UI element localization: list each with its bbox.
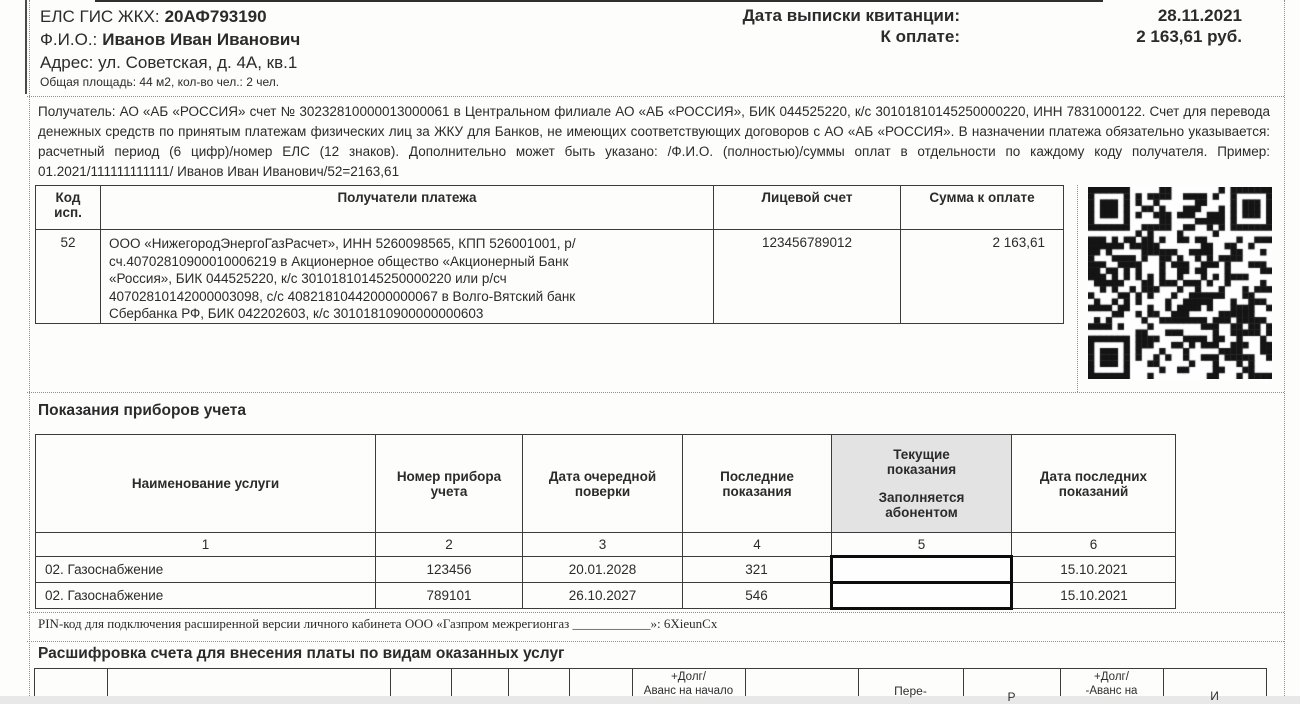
els-label: ЕЛС ГИС ЖКХ: [40,7,160,26]
col-header-amount: Сумма к оплате [901,186,1064,230]
els-value: 20АФ793190 [164,7,267,26]
breakdown-grid-line [569,668,570,696]
breakdown-grid-line [508,668,509,696]
breakdown-col-debt-start-2: Аванс на начало [643,685,734,697]
qr-code [1088,187,1272,379]
amount-due-value: 2 163,61 руб. [1136,27,1242,46]
current-reading-input[interactable] [832,583,1012,609]
meter-last-reading: 321 [683,557,832,583]
separator-3 [27,612,1284,613]
issue-date-label: Дата выписки квитанции: [742,6,960,25]
col-header-account: Лицевой счет [714,186,901,230]
meters-section-title: Показания приборов учета [38,402,246,419]
recipient-account: 123456789012 [714,230,901,324]
fio-label: Ф.И.О.: [40,30,98,49]
meters-table [35,434,1176,610]
left-perforation-line [29,0,30,696]
breakdown-col-r-fragment: Р [1007,690,1016,704]
col-header-service: Наименование услуги [36,435,376,533]
breakdown-col-debt-end-2: -Аванс на [1085,685,1138,697]
breakdown-col-recalc: Пере- [894,684,927,698]
col-header-check-date: Дата очередной поверки [523,435,683,533]
col-header-recipients: Получатели платежа [101,186,714,230]
meter-number: 123456 [376,557,523,583]
meter-check-date: 20.01.2028 [523,557,683,583]
fio-value: Иванов Иван Иванович [102,30,301,49]
breakdown-grid-line [1266,668,1267,696]
breakdown-col-i-fragment: И [1210,689,1219,703]
col-num: 6 [1012,533,1176,557]
recipient-info-paragraph: Получатель: АО «АБ «РОССИЯ» счет № 30232810000013000061 в Центральном филиале АО «АБ «РОССИЯ», БИК 044525220, к/с 30101810145250000220, ИНН 7831000122. Счет для перевода денежных средств по принятым платежам физических лиц за ЖКУ для Банков, не имеющих соответствующих договоров с АО «АБ «РОССИЯ». В назначении платежа обязательно указывается: расчетный период (6 цифр)/номер ЕЛС (12 знаков). Дополнительно может быть указано: /Ф.И.О. (полностью)/суммы оплат в отдельности по каждому коду получателя. Пример: 01.2021/111111111111/ Иванов Иван Иванович/52=2163,61 [38,104,1270,179]
amount-due-label: К оплате: [880,27,960,46]
address-line: Адрес: ул. Советская, д. 4А, кв.1 [40,53,298,72]
col-num: 4 [683,533,832,557]
meter-last-date: 15.10.2021 [1012,557,1176,583]
meter-service: 02. Газоснабжение [36,557,376,583]
column-numbers-row [36,533,1176,557]
recipient-details: ООО «НижегородЭнергоГазРасчет», ИНН 5260098565, КПП 526001001, р/сч.40702810900010006219 в Акционерное общество «Акционерный Банк «Россия», БИК 044525220, к/с 30101810145250000220 или р/сч 40702810142000003098, с/с 40821810442000000067 в Волго-Вятский банк Сбербанка РФ, БИК 042202603, к/с 30101810900000000603 [101,230,714,324]
breakdown-grid-line [107,668,108,696]
breakdown-grid-line [451,668,452,696]
recipients-table [35,185,1064,324]
breakdown-grid-line [34,668,35,696]
col-num: 5 [832,533,1012,557]
meter-row [36,557,1176,583]
col-num: 1 [36,533,376,557]
fio-line [40,30,300,50]
breakdown-col-debt-end-1: +Долг/ [1094,671,1129,683]
els-line [40,7,267,27]
current-reading-input[interactable] [832,557,1012,583]
col-num: 2 [376,533,523,557]
pin-line: PIN-код для подключения расширенной версии личного кабинета ООО «Газпром межрегионгаз ____________»: 6XieunCx [38,616,718,631]
breakdown-col-debt-start-1: +Долг/ [671,671,706,683]
right-perforation-line [1284,0,1285,696]
meter-check-date: 26.10.2027 [523,583,683,609]
col-num: 3 [523,533,683,557]
recipient-row [36,230,1064,324]
separator-2 [27,392,1284,393]
qr-zone-divider [1077,185,1078,392]
col-header-last-date: Дата последних показаний [1012,435,1176,533]
separator-4 [27,641,1284,642]
col-header-code: Код исп. [36,186,101,230]
left-solid-line [25,0,27,94]
meter-last-date: 15.10.2021 [1012,583,1176,609]
header-right-values [990,5,1242,47]
meter-service: 02. Газоснабжение [36,583,376,609]
meter-row [36,583,1176,609]
separator-1 [27,96,1284,97]
col-header-last-reading: Последние показания [683,435,832,533]
issue-date-value: 28.11.2021 [1157,6,1242,25]
breakdown-grid-line [390,668,391,696]
recipient-amount: 2 163,61 [901,230,1064,324]
breakdown-grid-line [745,668,746,696]
recipient-code: 52 [36,230,101,324]
meter-number: 789101 [376,583,523,609]
col-header-current-reading: Текущие показания Заполняется абонентом [832,435,1012,533]
breakdown-section-title: Расшифровка счета для внесения платы по видам оказанных услуг [38,645,565,662]
col-header-meter-number: Номер прибора учета [376,435,523,533]
top-cut-line [95,0,1103,2]
meter-last-reading: 546 [683,583,832,609]
area-line: Общая площадь: 44 м2, кол-во чел.: 2 чел. [40,75,280,89]
header-right-labels [650,5,960,47]
